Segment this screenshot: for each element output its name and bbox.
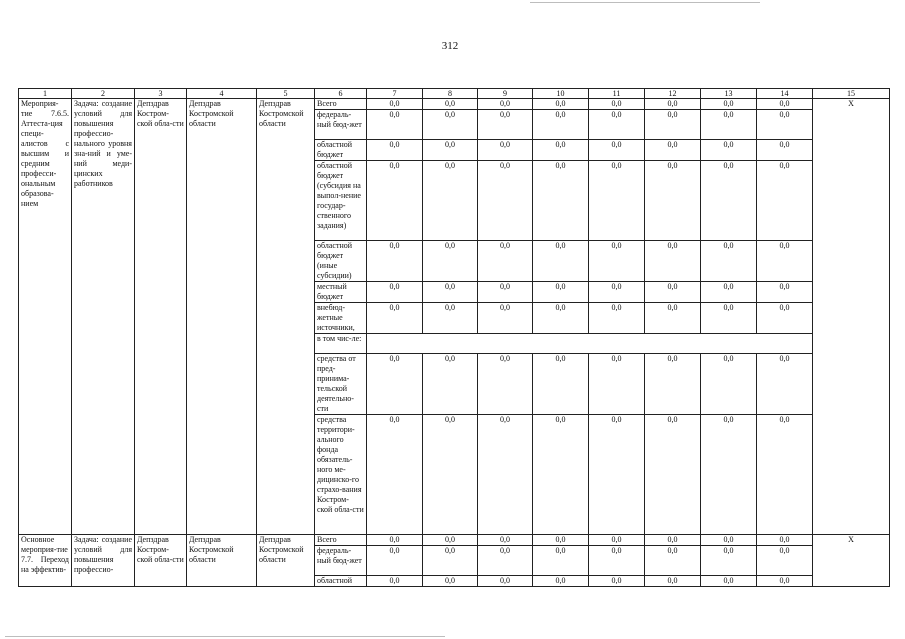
column-header: 1 xyxy=(19,89,72,99)
value-cell: 0,0 xyxy=(478,415,533,535)
value-cell: 0,0 xyxy=(757,99,813,110)
scan-artifact-bottom xyxy=(5,636,445,637)
value-cell: 0,0 xyxy=(423,140,478,161)
task-cell: Задача: создание условий для повышения профессио-нального уровня зна-ний и уме-ний меди-цинских работников xyxy=(72,99,135,535)
column-header: 4 xyxy=(187,89,257,99)
value-cell: 0,0 xyxy=(645,415,701,535)
funding-source-label: внебюд-жетные источники, xyxy=(315,303,367,334)
value-cell: 0,0 xyxy=(423,354,478,415)
value-cell: 0,0 xyxy=(589,282,645,303)
column-header: 5 xyxy=(257,89,315,99)
table-row xyxy=(19,535,890,546)
column-header: 11 xyxy=(589,89,645,99)
col15-cell: Х xyxy=(813,99,890,535)
value-cell: 0,0 xyxy=(367,282,423,303)
value-cell: 0,0 xyxy=(478,535,533,546)
executor-cell: Депздрав Костром-ской обла-сти xyxy=(135,99,187,535)
empty-span-cell xyxy=(367,334,813,354)
column-header: 12 xyxy=(645,89,701,99)
value-cell: 0,0 xyxy=(757,535,813,546)
value-cell: 0,0 xyxy=(589,140,645,161)
value-cell: 0,0 xyxy=(757,282,813,303)
funding-source-label: Всего xyxy=(315,99,367,110)
value-cell: 0,0 xyxy=(701,354,757,415)
value-cell: 0,0 xyxy=(478,99,533,110)
value-cell: 0,0 xyxy=(423,415,478,535)
value-cell: 0,0 xyxy=(757,241,813,282)
value-cell: 0,0 xyxy=(645,354,701,415)
customer-cell: Депздрав Костромской области xyxy=(257,535,315,587)
value-cell: 0,0 xyxy=(645,241,701,282)
value-cell: 0,0 xyxy=(533,546,589,576)
value-cell: 0,0 xyxy=(423,576,478,587)
value-cell: 0,0 xyxy=(757,546,813,576)
funding-source-label: в том чис-ле: xyxy=(315,334,367,354)
value-cell: 0,0 xyxy=(478,241,533,282)
value-cell: 0,0 xyxy=(533,161,589,241)
column-header: 7 xyxy=(367,89,423,99)
value-cell: 0,0 xyxy=(589,576,645,587)
value-cell: 0,0 xyxy=(533,354,589,415)
value-cell: 0,0 xyxy=(589,415,645,535)
value-cell: 0,0 xyxy=(533,110,589,140)
value-cell: 0,0 xyxy=(367,161,423,241)
column-header: 14 xyxy=(757,89,813,99)
value-cell: 0,0 xyxy=(423,161,478,241)
value-cell: 0,0 xyxy=(589,241,645,282)
value-cell: 0,0 xyxy=(701,99,757,110)
value-cell: 0,0 xyxy=(367,415,423,535)
value-cell: 0,0 xyxy=(701,546,757,576)
value-cell: 0,0 xyxy=(533,576,589,587)
value-cell: 0,0 xyxy=(589,161,645,241)
value-cell: 0,0 xyxy=(701,161,757,241)
value-cell: 0,0 xyxy=(645,140,701,161)
column-header: 3 xyxy=(135,89,187,99)
funding-source-label: областной бюджет xyxy=(315,140,367,161)
funding-source-label: местный бюджет xyxy=(315,282,367,303)
value-cell: 0,0 xyxy=(757,354,813,415)
value-cell: 0,0 xyxy=(533,282,589,303)
value-cell: 0,0 xyxy=(533,99,589,110)
funding-source-label: средства от пред-принима-тельской деятельно-сти xyxy=(315,354,367,415)
task-cell: Задача: создание условий для повышения профессио- xyxy=(72,535,135,587)
funding-source-label: федераль-ный бюд-жет xyxy=(315,110,367,140)
funding-source-label: средства территори-ального фонда обязатель-ного ме-дицинско-го страхо-вания Костром-ской обла-сти xyxy=(315,415,367,535)
value-cell: 0,0 xyxy=(589,110,645,140)
value-cell: 0,0 xyxy=(645,303,701,334)
value-cell: 0,0 xyxy=(757,140,813,161)
value-cell: 0,0 xyxy=(423,241,478,282)
value-cell: 0,0 xyxy=(533,303,589,334)
value-cell: 0,0 xyxy=(645,282,701,303)
funding-source-label: областной бюджет (субсидия на выпол-нение государ-ственного задания) xyxy=(315,161,367,241)
column-header: 13 xyxy=(701,89,757,99)
value-cell: 0,0 xyxy=(423,535,478,546)
value-cell: 0,0 xyxy=(533,140,589,161)
value-cell: 0,0 xyxy=(478,303,533,334)
value-cell: 0,0 xyxy=(757,576,813,587)
funding-source-label: областной бюджет (иные субсидии) xyxy=(315,241,367,282)
value-cell: 0,0 xyxy=(645,576,701,587)
value-cell: 0,0 xyxy=(478,354,533,415)
activity-cell: Мероприя-тие 7.6.5. Аттеста-ция специ-алистов с высшим и средним професси-ональным образова-нием xyxy=(19,99,72,535)
funding-source-label: областной xyxy=(315,576,367,587)
value-cell: 0,0 xyxy=(701,140,757,161)
activity-cell: Основное мероприя-тие 7.7. Переход на эффектив- xyxy=(19,535,72,587)
coexecutor-cell: Депздрав Костромской области xyxy=(187,535,257,587)
value-cell: 0,0 xyxy=(533,415,589,535)
customer-cell: Депздрав Костромской области xyxy=(257,99,315,535)
value-cell: 0,0 xyxy=(533,535,589,546)
value-cell: 0,0 xyxy=(367,546,423,576)
value-cell: 0,0 xyxy=(589,99,645,110)
value-cell: 0,0 xyxy=(367,241,423,282)
column-header: 15 xyxy=(813,89,890,99)
column-header: 8 xyxy=(423,89,478,99)
column-header: 2 xyxy=(72,89,135,99)
value-cell: 0,0 xyxy=(645,110,701,140)
value-cell: 0,0 xyxy=(478,576,533,587)
value-cell: 0,0 xyxy=(533,241,589,282)
value-cell: 0,0 xyxy=(367,110,423,140)
value-cell: 0,0 xyxy=(701,241,757,282)
value-cell: 0,0 xyxy=(478,282,533,303)
value-cell: 0,0 xyxy=(367,99,423,110)
value-cell: 0,0 xyxy=(701,576,757,587)
budget-table xyxy=(18,88,890,587)
table-row xyxy=(19,99,890,110)
coexecutor-cell: Депздрав Костромской области xyxy=(187,99,257,535)
executor-cell: Депздрав Костром-ской обла-сти xyxy=(135,535,187,587)
value-cell: 0,0 xyxy=(645,99,701,110)
value-cell: 0,0 xyxy=(645,546,701,576)
value-cell: 0,0 xyxy=(367,535,423,546)
value-cell: 0,0 xyxy=(589,303,645,334)
value-cell: 0,0 xyxy=(589,535,645,546)
value-cell: 0,0 xyxy=(423,282,478,303)
col15-cell: Х xyxy=(813,535,890,587)
value-cell: 0,0 xyxy=(367,576,423,587)
value-cell: 0,0 xyxy=(757,303,813,334)
value-cell: 0,0 xyxy=(478,140,533,161)
value-cell: 0,0 xyxy=(645,535,701,546)
funding-source-label: федераль-ный бюд-жет xyxy=(315,546,367,576)
value-cell: 0,0 xyxy=(701,415,757,535)
value-cell: 0,0 xyxy=(701,282,757,303)
value-cell: 0,0 xyxy=(757,110,813,140)
value-cell: 0,0 xyxy=(757,161,813,241)
value-cell: 0,0 xyxy=(367,140,423,161)
value-cell: 0,0 xyxy=(478,161,533,241)
funding-source-label: Всего xyxy=(315,535,367,546)
value-cell: 0,0 xyxy=(478,546,533,576)
value-cell: 0,0 xyxy=(701,535,757,546)
page-number: 312 xyxy=(441,40,459,52)
value-cell: 0,0 xyxy=(478,110,533,140)
header-row xyxy=(19,89,890,99)
column-header: 6 xyxy=(315,89,367,99)
value-cell: 0,0 xyxy=(423,99,478,110)
value-cell: 0,0 xyxy=(367,354,423,415)
column-header: 9 xyxy=(478,89,533,99)
value-cell: 0,0 xyxy=(423,303,478,334)
value-cell: 0,0 xyxy=(757,415,813,535)
value-cell: 0,0 xyxy=(701,110,757,140)
value-cell: 0,0 xyxy=(589,546,645,576)
value-cell: 0,0 xyxy=(367,303,423,334)
scan-artifact-top xyxy=(530,2,760,3)
value-cell: 0,0 xyxy=(645,161,701,241)
value-cell: 0,0 xyxy=(589,354,645,415)
value-cell: 0,0 xyxy=(423,110,478,140)
column-header: 10 xyxy=(533,89,589,99)
value-cell: 0,0 xyxy=(423,546,478,576)
value-cell: 0,0 xyxy=(701,303,757,334)
